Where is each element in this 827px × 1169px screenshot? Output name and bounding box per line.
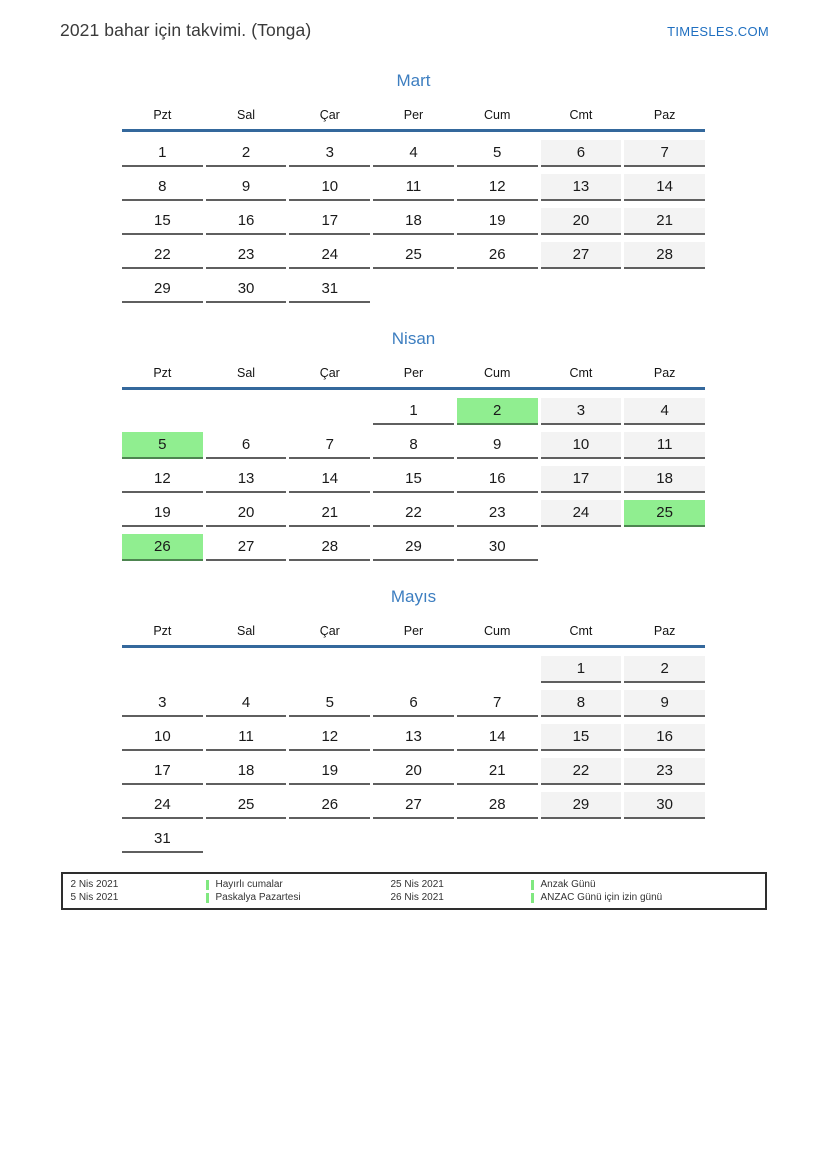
day-cell: 7	[624, 140, 705, 167]
day-cell: 19	[457, 208, 538, 235]
day-cell: 23	[206, 242, 287, 269]
legend-label: ANZAC Günü için izin günü	[540, 892, 663, 903]
month-mart	[122, 71, 705, 303]
day-cell: 5	[457, 140, 538, 167]
empty-cell	[206, 656, 287, 683]
weekday-label: Paz	[653, 624, 676, 638]
day-cell: 28	[457, 792, 538, 819]
day-cell: 18	[373, 208, 454, 235]
day-cell: 13	[206, 466, 287, 493]
legend-labels-column	[531, 878, 765, 904]
month-title: Mart	[396, 71, 431, 90]
day-cell: 16	[624, 724, 705, 751]
day-cell: 27	[373, 792, 454, 819]
empty-cell	[373, 276, 454, 303]
day-cell: 29	[122, 276, 203, 303]
weekday-header	[122, 624, 705, 648]
day-cell: 18	[624, 466, 705, 493]
day-cell: 21	[289, 500, 370, 527]
day-cell: 6	[373, 690, 454, 717]
day-cell: 20	[541, 208, 622, 235]
day-cell: 14	[624, 174, 705, 201]
day-cell: 3	[541, 398, 622, 425]
legend-label: Paskalya Pazartesi	[215, 892, 301, 903]
legend-label: Hayırlı cumalar	[215, 879, 283, 890]
day-cell: 20	[373, 758, 454, 785]
weekday-label: Pzt	[153, 366, 172, 380]
day-cell: 9	[206, 174, 287, 201]
day-cell: 29	[541, 792, 622, 819]
empty-cell	[624, 534, 705, 561]
weekday-label: Cum	[484, 366, 511, 380]
empty-cell	[541, 534, 622, 561]
month-grid	[122, 398, 705, 561]
weekday-header	[122, 108, 705, 132]
day-cell: 17	[289, 208, 370, 235]
weekday-label: Sal	[237, 108, 256, 122]
day-cell: 18	[206, 758, 287, 785]
weekday-label: Per	[403, 108, 424, 122]
day-cell: 22	[541, 758, 622, 785]
day-cell: 1	[373, 398, 454, 425]
day-cell: 22	[373, 500, 454, 527]
day-cell: 24	[541, 500, 622, 527]
empty-cell	[373, 826, 454, 853]
day-cell: 14	[289, 466, 370, 493]
day-cell: 30	[457, 534, 538, 561]
day-cell: 24	[289, 242, 370, 269]
weekday-label: Çar	[319, 108, 340, 122]
holiday-marker	[531, 880, 534, 890]
legend-label-entry	[206, 891, 383, 904]
month-grid	[122, 656, 705, 853]
legend-date: 26 Nis 2021	[390, 892, 444, 903]
day-cell: 30	[624, 792, 705, 819]
day-cell: 17	[541, 466, 622, 493]
day-cell: 26	[457, 242, 538, 269]
weekday-label: Paz	[653, 366, 676, 380]
empty-cell	[206, 398, 287, 425]
weekday-header	[122, 366, 705, 390]
holiday-marker	[206, 893, 209, 903]
legend-label-entry	[206, 878, 383, 891]
weekday-label: Per	[403, 624, 424, 638]
day-cell: 31	[289, 276, 370, 303]
weekday-label: Per	[403, 366, 424, 380]
day-cell: 6	[541, 140, 622, 167]
holiday-marker	[206, 880, 209, 890]
day-cell: 15	[122, 208, 203, 235]
day-cell: 30	[206, 276, 287, 303]
day-cell: 3	[122, 690, 203, 717]
day-cell: 12	[289, 724, 370, 751]
day-cell: 26	[289, 792, 370, 819]
legend-label-entry	[531, 878, 765, 891]
day-cell: 11	[373, 174, 454, 201]
day-cell: 28	[624, 242, 705, 269]
day-cell: 2	[624, 656, 705, 683]
day-cell: 8	[373, 432, 454, 459]
day-cell: 9	[457, 432, 538, 459]
holiday-marker	[531, 893, 534, 903]
empty-cell	[541, 826, 622, 853]
empty-cell	[289, 656, 370, 683]
day-cell: 27	[206, 534, 287, 561]
day-cell: 1	[122, 140, 203, 167]
months-container	[122, 71, 705, 853]
day-cell: 5	[289, 690, 370, 717]
weekday-label: Paz	[653, 108, 676, 122]
legend-date: 2 Nis 2021	[70, 879, 119, 890]
day-cell: 1	[541, 656, 622, 683]
weekday-label: Pzt	[153, 624, 172, 638]
page-header	[0, 0, 827, 41]
day-cell: 11	[624, 432, 705, 459]
day-cell: 7	[457, 690, 538, 717]
day-cell: 4	[624, 398, 705, 425]
day-cell: 27	[541, 242, 622, 269]
day-cell: 21	[457, 758, 538, 785]
weekday-label: Sal	[237, 366, 256, 380]
day-cell: 12	[457, 174, 538, 201]
day-cell: 2	[206, 140, 287, 167]
day-cell: 13	[541, 174, 622, 201]
day-cell: 6	[206, 432, 287, 459]
weekday-label: Sal	[237, 624, 256, 638]
holiday-legend	[61, 872, 767, 910]
day-cell: 4	[206, 690, 287, 717]
day-cell: 11	[206, 724, 287, 751]
weekday-label: Çar	[319, 366, 340, 380]
empty-cell	[289, 398, 370, 425]
day-cell: 5	[122, 432, 203, 459]
weekday-label: Cum	[484, 108, 511, 122]
empty-cell	[624, 276, 705, 303]
month-title: Nisan	[391, 329, 436, 348]
day-cell: 17	[122, 758, 203, 785]
day-cell: 26	[122, 534, 203, 561]
empty-cell	[373, 656, 454, 683]
day-cell: 24	[122, 792, 203, 819]
legend-date: 25 Nis 2021	[390, 879, 444, 890]
day-cell: 23	[457, 500, 538, 527]
day-cell: 13	[373, 724, 454, 751]
empty-cell	[289, 826, 370, 853]
day-cell: 19	[122, 500, 203, 527]
day-cell: 20	[206, 500, 287, 527]
empty-cell	[122, 656, 203, 683]
day-cell: 2	[457, 398, 538, 425]
day-cell: 22	[122, 242, 203, 269]
empty-cell	[457, 656, 538, 683]
day-cell: 16	[206, 208, 287, 235]
month-nisan	[122, 329, 705, 561]
empty-cell	[457, 276, 538, 303]
day-cell: 25	[373, 242, 454, 269]
page-title: 2021 bahar için takvimi. (Tonga)	[60, 20, 312, 40]
day-cell: 12	[122, 466, 203, 493]
weekday-label: Cmt	[569, 366, 593, 380]
weekday-label: Pzt	[153, 108, 172, 122]
legend-dates-column	[383, 878, 531, 904]
empty-cell	[624, 826, 705, 853]
day-cell: 8	[122, 174, 203, 201]
day-cell: 15	[541, 724, 622, 751]
legend-labels-column	[206, 878, 383, 904]
legend-dates-column	[63, 878, 206, 904]
day-cell: 15	[373, 466, 454, 493]
weekday-label: Cum	[484, 624, 511, 638]
day-cell: 14	[457, 724, 538, 751]
day-cell: 7	[289, 432, 370, 459]
month-mayıs	[122, 587, 705, 853]
day-cell: 4	[373, 140, 454, 167]
day-cell: 31	[122, 826, 203, 853]
day-cell: 10	[289, 174, 370, 201]
day-cell: 10	[122, 724, 203, 751]
empty-cell	[541, 276, 622, 303]
empty-cell	[457, 826, 538, 853]
brand-link[interactable]: TIMESLES.COM	[667, 24, 769, 39]
month-grid	[122, 140, 705, 303]
day-cell: 21	[624, 208, 705, 235]
day-cell: 19	[289, 758, 370, 785]
day-cell: 25	[206, 792, 287, 819]
legend-label: Anzak Günü	[540, 879, 596, 890]
day-cell: 29	[373, 534, 454, 561]
day-cell: 8	[541, 690, 622, 717]
day-cell: 3	[289, 140, 370, 167]
weekday-label: Çar	[319, 624, 340, 638]
weekday-label: Cmt	[569, 624, 593, 638]
month-title: Mayıs	[390, 587, 437, 606]
legend-label-entry	[531, 891, 765, 904]
legend-date: 5 Nis 2021	[70, 892, 119, 903]
day-cell: 25	[624, 500, 705, 527]
weekday-label: Cmt	[569, 108, 593, 122]
day-cell: 28	[289, 534, 370, 561]
day-cell: 9	[624, 690, 705, 717]
day-cell: 23	[624, 758, 705, 785]
day-cell: 10	[541, 432, 622, 459]
empty-cell	[206, 826, 287, 853]
empty-cell	[122, 398, 203, 425]
day-cell: 16	[457, 466, 538, 493]
